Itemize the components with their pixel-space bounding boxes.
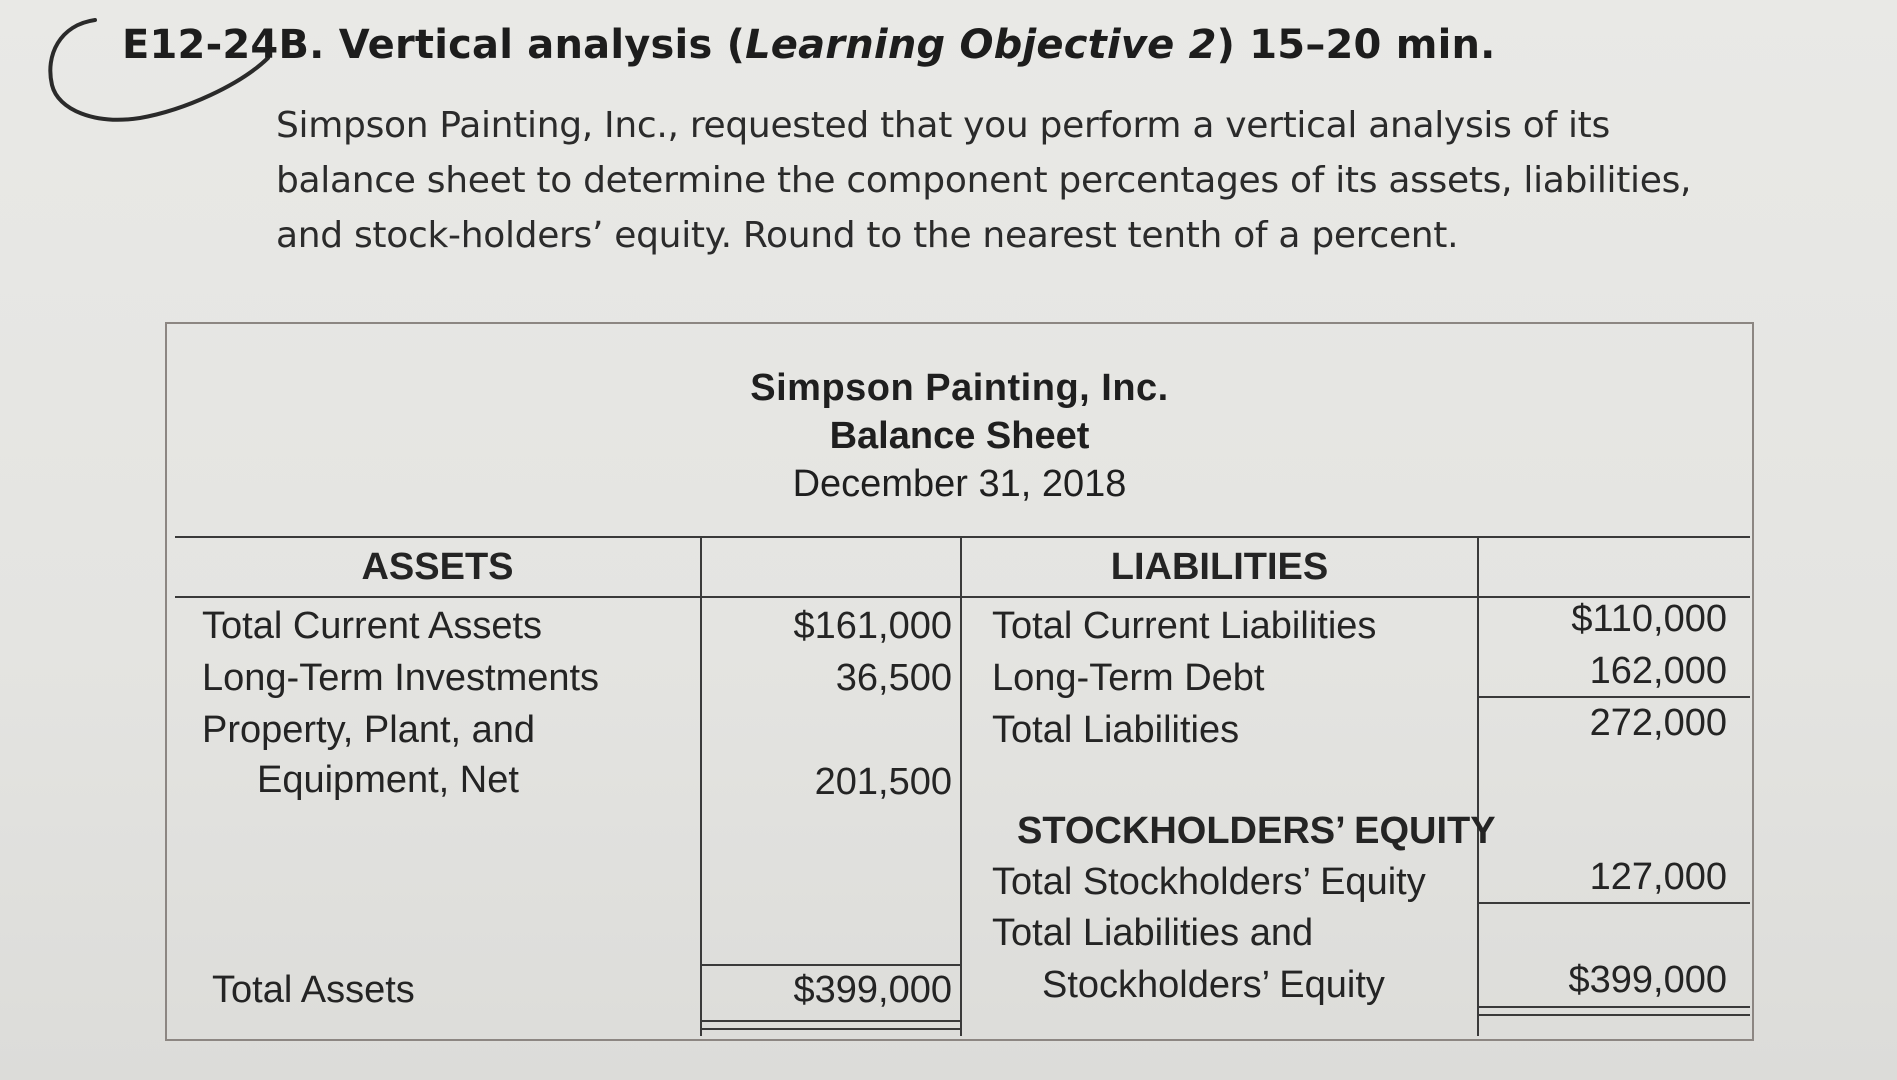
double-underline [702,1020,960,1022]
asset-amount: $161,000 [793,605,952,647]
total-liabilities-rule [1479,696,1750,698]
asset-label: Property, Plant, and [202,709,536,751]
total-le-label: Total Liabilities and [992,912,1314,954]
asset-label: Total Current Assets [202,605,543,647]
learning-objective: Learning Objective 2 [745,22,1217,68]
asset-label-continued: Equipment, Net [257,759,519,801]
total-assets-label: Total Assets [212,969,415,1011]
exercise-time: 15–20 min. [1249,22,1496,68]
header-rule [175,536,1750,538]
total-le-label-continued: Stockholders’ Equity [1042,964,1385,1006]
assets-header: ASSETS [361,546,514,588]
exercise-heading: E12-24B. Vertical analysis (Learning Objective 2) 15–20 min. [122,22,1496,68]
total-liabilities-amount: 272,000 [1589,702,1727,744]
exercise-title: Vertical analysis [338,22,713,68]
liabilities-column-divider [1477,536,1479,1036]
double-underline [702,1028,960,1030]
total-le-rule [1479,902,1750,904]
total-le-amount: $399,000 [1568,959,1727,1001]
liability-label: Long-Term Debt [992,657,1265,699]
double-underline [1479,1006,1750,1008]
equity-label: Total Stockholders’ Equity [992,861,1426,903]
total-liabilities-label: Total Liabilities [992,709,1240,751]
statement-date: December 31, 2018 [792,463,1127,505]
double-underline [1479,1014,1750,1016]
statement-title: Balance Sheet [829,415,1090,457]
asset-amount: 201,500 [814,761,952,803]
exercise-instructions: Simpson Painting, Inc., requested that you perform a vertical analysis of its balance sheet to determine the component percentages of its assets, liabilities, and stock-holders’ equity. Round to the nearest tenth of a percent. [276,105,1692,256]
total-assets-rule [702,964,960,966]
liability-label: Total Current Liabilities [992,605,1377,647]
equity-amount: 127,000 [1589,856,1727,898]
balance-sheet [165,322,1754,1041]
asset-label: Long-Term Investments [202,657,600,699]
balance-sheet-header [167,364,1752,508]
liabilities-header: LIABILITIES [1110,546,1329,588]
handwritten-circle-mark [0,0,300,140]
liability-amount: $110,000 [1571,598,1727,640]
stockholders-equity-header: STOCKHOLDERS’ EQUITY [1017,810,1496,852]
exercise-number: E12-24B. [122,22,325,68]
total-assets-amount: $399,000 [793,969,952,1011]
company-name: Simpson Painting, Inc. [750,367,1169,409]
asset-amount: 36,500 [835,657,952,699]
liability-amount: 162,000 [1589,650,1727,692]
center-divider [960,536,962,1036]
